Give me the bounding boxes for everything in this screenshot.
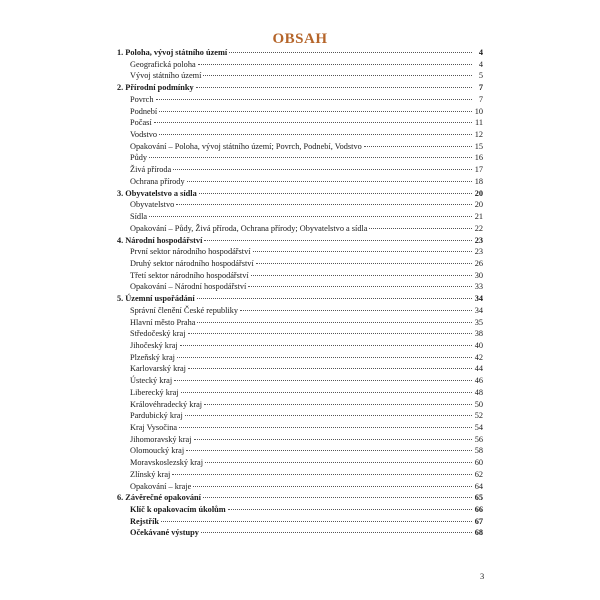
toc-subentry [117, 340, 483, 352]
toc-subentry [117, 457, 483, 469]
dot-leader [253, 251, 472, 252]
toc-entry-label: Správní členění České republiky [130, 305, 239, 315]
toc-entry-label: Obyvatelstvo [130, 200, 175, 210]
dot-leader [188, 368, 472, 369]
toc-entry-label: Povrch [130, 94, 154, 104]
toc-entry-page: 5 [478, 71, 483, 81]
toc-entry [117, 82, 483, 94]
toc-entry [117, 527, 483, 539]
toc-entry-label: První sektor národního hospodářství [130, 247, 251, 257]
toc-entry-page: 54 [474, 423, 483, 432]
toc-entry-page: 34 [474, 294, 483, 304]
dot-leader [240, 310, 472, 311]
toc-entry-label: Ochrana přírody [130, 176, 185, 186]
toc-entry-label: Opakování – Poloha, vývoj státního území; Povrch, Podnebí, Vodstvo [130, 141, 362, 151]
toc-subentry [117, 363, 483, 375]
toc-entry [117, 235, 483, 247]
toc-entry-page: 44 [474, 364, 483, 374]
dot-leader [197, 298, 472, 299]
toc-entry-page: 11 [475, 118, 483, 128]
dot-leader [197, 322, 472, 323]
toc-entry-page: 21 [474, 212, 483, 222]
toc-entry-page: 23 [474, 235, 483, 245]
toc-subentry [117, 305, 483, 317]
toc-entry-page: 23 [474, 247, 483, 257]
dot-leader [248, 286, 472, 287]
toc-entry-label: Jihomoravský kraj [130, 434, 192, 444]
dot-leader [193, 486, 472, 487]
toc-entry-page: 68 [474, 528, 483, 538]
toc-entry-label: Plzeňský kraj [130, 352, 175, 362]
toc-entry-label: 2. Přírodní podmínky [117, 83, 194, 93]
dot-leader [149, 157, 472, 158]
toc-entry-page: 20 [474, 200, 483, 210]
toc-entry-label: Očekávané výstupy [130, 528, 199, 538]
toc-entry-page: 17 [474, 165, 483, 175]
dot-leader [256, 263, 472, 264]
toc-entry [117, 293, 483, 305]
toc-subentry [117, 258, 483, 270]
toc-entry-label: Ústecký kraj [130, 376, 173, 386]
dot-leader [174, 380, 472, 381]
dot-leader [229, 52, 472, 53]
toc-subentry [117, 70, 483, 82]
toc-entry-label: Kraj Vysočina [130, 423, 178, 432]
toc-entry-label: 4. Národní hospodářství [117, 235, 203, 245]
toc-entry-label: Olomoucký kraj [130, 446, 185, 456]
page-number: 3 [480, 571, 485, 581]
toc-entry-page: 42 [474, 352, 483, 362]
toc-entry [117, 504, 483, 516]
dot-leader [198, 64, 472, 65]
dot-leader [369, 228, 472, 229]
toc-entry [117, 47, 483, 59]
toc-entry [117, 188, 483, 200]
toc-entry-page: 30 [474, 270, 483, 280]
dot-leader [205, 462, 472, 463]
dot-leader [154, 122, 472, 123]
toc-entry-label: Živá příroda [130, 165, 172, 175]
toc-entry-label: Středočeský kraj [130, 329, 186, 339]
toc-entry-label: Vývoj státního území [130, 71, 202, 81]
toc-entry-label: Karlovarský kraj [130, 364, 186, 374]
dot-leader [149, 216, 472, 217]
toc-entry [117, 516, 483, 528]
toc-entry-page: 56 [474, 434, 483, 444]
dot-leader [199, 193, 472, 194]
dot-leader [187, 181, 472, 182]
toc-entry-label: Královéhradecký kraj [130, 399, 203, 409]
toc-subentry [117, 152, 483, 164]
dot-leader [203, 497, 472, 498]
toc-entry-label: Opakování – Půdy, Živá příroda, Ochrana přírody; Obyvatelstvo a sídla [130, 223, 368, 233]
toc-entry-page: 15 [474, 141, 483, 151]
dot-leader [159, 134, 472, 135]
toc-entry-page: 4 [478, 48, 483, 57]
toc-entry-label: Počasí [130, 118, 152, 128]
toc-entry-label: Klíč k opakovacím úkolům [130, 505, 226, 515]
toc-subentry [117, 164, 483, 176]
toc-subentry [117, 246, 483, 258]
toc-entry-label: 6. Závěrečné opakování [117, 493, 201, 503]
toc-subentry [117, 199, 483, 211]
dot-leader [172, 474, 472, 475]
toc-subentry [117, 223, 483, 235]
toc-entry-page: 35 [474, 317, 483, 327]
toc-subentry [117, 141, 483, 153]
toc-entry-page: 34 [474, 305, 483, 315]
dot-leader [176, 204, 472, 205]
toc-subentry [117, 211, 483, 223]
toc-entry-label: Opakování – kraje [130, 481, 192, 491]
toc-subentry [117, 481, 483, 493]
toc-entry-page: 40 [474, 340, 483, 350]
toc-entry-label: Geografická poloha [130, 59, 196, 69]
toc-subentry [117, 328, 483, 340]
dot-leader [179, 427, 472, 428]
toc-subentry [117, 410, 483, 422]
toc-entry-label: Druhý sektor národního hospodářství [130, 258, 254, 268]
toc-entry-label: Podnebí [130, 106, 158, 116]
dot-leader [201, 532, 472, 533]
page-title: OBSAH [272, 31, 328, 47]
toc-subentry [117, 129, 483, 141]
toc-subentry [117, 117, 483, 129]
toc-entry-page: 67 [474, 516, 483, 526]
toc-subentry [117, 399, 483, 411]
toc-entry-page: 4 [478, 59, 483, 69]
toc-entry-page: 10 [474, 106, 483, 116]
toc-entry-label: Liberecký kraj [130, 387, 179, 397]
toc-entry-page: 48 [474, 387, 483, 397]
toc-entry-label: Půdy [130, 153, 148, 163]
toc-entry-page: 22 [474, 223, 483, 233]
toc-entry-label: Pardubický kraj [130, 411, 183, 421]
dot-leader [364, 146, 472, 147]
toc-entry-label: 1. Poloha, vývoj státního území [117, 48, 228, 57]
toc-entry-page: 38 [474, 329, 483, 339]
toc-entry-label: Vodstvo [130, 130, 158, 140]
dot-leader [228, 509, 472, 510]
dot-leader [204, 404, 472, 405]
toc-entry-page: 7 [478, 83, 483, 93]
dot-leader [203, 75, 472, 76]
dot-leader [177, 357, 472, 358]
toc-entry-page: 52 [474, 411, 483, 421]
dot-leader [194, 439, 472, 440]
dot-leader [180, 345, 472, 346]
toc-subentry [117, 387, 483, 399]
toc-subentry [117, 317, 483, 329]
toc-entry-page: 18 [474, 176, 483, 186]
toc-entry-label: Moravskoslezský kraj [130, 458, 204, 468]
toc-entry-label: 5. Územní uspořádání [117, 294, 195, 304]
toc-entry [117, 492, 483, 504]
toc-subentry [117, 176, 483, 188]
dot-leader [188, 333, 472, 334]
toc-subentry [117, 94, 483, 106]
toc-entry-page: 64 [474, 481, 483, 491]
toc-entry-page: 7 [478, 94, 483, 104]
toc-subentry [117, 281, 483, 293]
toc-entry-page: 12 [474, 130, 483, 140]
dot-leader [204, 240, 472, 241]
toc-entry-label: Třetí sektor národního hospodářství [130, 270, 249, 280]
toc-entry-label: Hlavní město Praha [130, 317, 196, 327]
toc-entry-page: 33 [474, 282, 483, 292]
dot-leader [251, 275, 472, 276]
toc-subentry [117, 422, 483, 434]
toc-entry-page: 58 [474, 446, 483, 456]
toc-subentry [117, 445, 483, 457]
toc-subentry [117, 270, 483, 282]
toc-entry-page: 60 [474, 458, 483, 468]
dot-leader [181, 392, 472, 393]
toc-entry-label: Sídla [130, 212, 148, 222]
dot-leader [196, 87, 472, 88]
toc-subentry [117, 375, 483, 387]
toc-entry-label: 3. Obyvatelstvo a sídla [117, 188, 197, 198]
toc-subentry [117, 352, 483, 364]
toc-entry-label: Rejstřík [130, 516, 160, 526]
toc-entry-page: 46 [474, 376, 483, 386]
toc-entry-label: Zlínský kraj [130, 469, 171, 479]
toc-entry-label: Opakování – Národní hospodářství [130, 282, 247, 292]
toc-subentry [117, 106, 483, 118]
dot-leader [159, 111, 472, 112]
dot-leader [186, 450, 472, 451]
toc-entry-page: 65 [474, 493, 483, 503]
toc-entry-page: 16 [474, 153, 483, 163]
toc-subentry [117, 434, 483, 446]
toc-entry-label: Jihočeský kraj [130, 340, 178, 350]
toc-entry-page: 50 [474, 399, 483, 409]
toc-entry-page: 62 [474, 469, 483, 479]
toc-entry-page: 20 [474, 188, 483, 198]
dot-leader [185, 415, 472, 416]
toc-entry-page: 66 [474, 505, 483, 515]
table-of-contents [117, 47, 483, 539]
toc-subentry [117, 59, 483, 71]
dot-leader [161, 521, 472, 522]
dot-leader [173, 169, 472, 170]
dot-leader [156, 99, 472, 100]
toc-entry-page: 26 [474, 258, 483, 268]
toc-subentry [117, 469, 483, 481]
